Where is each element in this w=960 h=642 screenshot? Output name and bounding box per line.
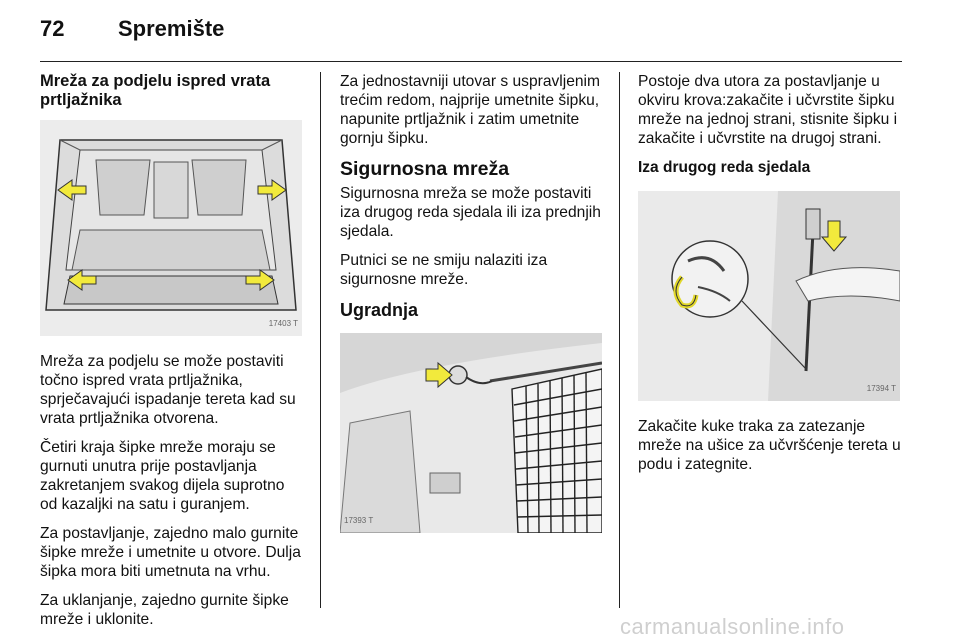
figure-code: 17394 T — [866, 384, 896, 393]
paragraph: Za postavljanje, zajedno malo gurnite šipke mreže i umetnite u otvore. Dulja šipka mora biti umetnuta na vrhu. — [40, 525, 301, 580]
page-number: 72 — [40, 16, 65, 41]
paragraph: Postoje dva utora za postavljanje u okviru krova:zakačite i učvrstite šipku mreže na jednoj strani, stisnite šipku i zakačite i učvrstite na drugoj strani. — [638, 73, 898, 147]
watermark: carmanualsonline.info — [620, 614, 845, 639]
figure-net-installation — [340, 333, 602, 533]
paragraph: Sigurnosna mreža se može postaviti iza drugog reda sjedala ili iza prednjih sjedala. — [340, 185, 601, 240]
section-heading-divider-net: Mreža za podjelu ispred vrata prtljažnika — [40, 72, 271, 109]
net-grid — [512, 369, 602, 533]
paragraph: Mreža za podjelu se može postaviti točno ispred vrata prtljažnika, sprječavajući ispadanje tereta kad su vrata prtljažnika otvorena. — [40, 353, 296, 427]
section-title-safety-net: Sigurnosna mreža — [340, 158, 510, 180]
header-rule — [40, 61, 902, 62]
page-header — [40, 16, 224, 56]
figure-cargo-area — [40, 120, 302, 336]
paragraph: Četiri kraja šipke mreže moraju se gurnuti unutra prije postavljanja zakretanjem svakog dijela suprotno od kazaljki na satu i guranjem. — [40, 439, 285, 513]
subheading-installation: Ugradnja — [340, 300, 419, 320]
paragraph: Putnici se ne smiju nalaziti iza sigurnosne mreže. — [340, 252, 548, 288]
paragraph: Zakačite kuke traka za zatezanje mreže na ušice za učvršćenje tereta u podu i zategnite. — [638, 418, 901, 473]
chapter-title: Spremište — [118, 16, 225, 41]
paragraph: Za jednostavniji utovar s uspravljenim trećim redom, najprije umetnite šipku, napunite prtljažnik i zatim umetnite gornju šipku. — [340, 73, 601, 147]
tension-strap-illustration — [638, 191, 900, 401]
figure-code: 17393 T — [344, 516, 374, 525]
paragraph: Za uklanjanje, zajedno gurnite šipke mreže i uklonite. — [40, 592, 289, 628]
subheading-behind-second-row: Iza drugog reda sjedala — [638, 159, 811, 176]
net-installation-illustration — [340, 333, 602, 533]
cargo-area-illustration — [40, 120, 302, 336]
column-divider-2 — [619, 72, 620, 608]
column-3 — [638, 72, 904, 484]
column-1 — [40, 72, 306, 639]
figure-tension-straps — [638, 191, 900, 401]
column-divider-1 — [320, 72, 321, 608]
column-2 — [340, 72, 604, 549]
figure-code: 17403 T — [268, 319, 298, 328]
